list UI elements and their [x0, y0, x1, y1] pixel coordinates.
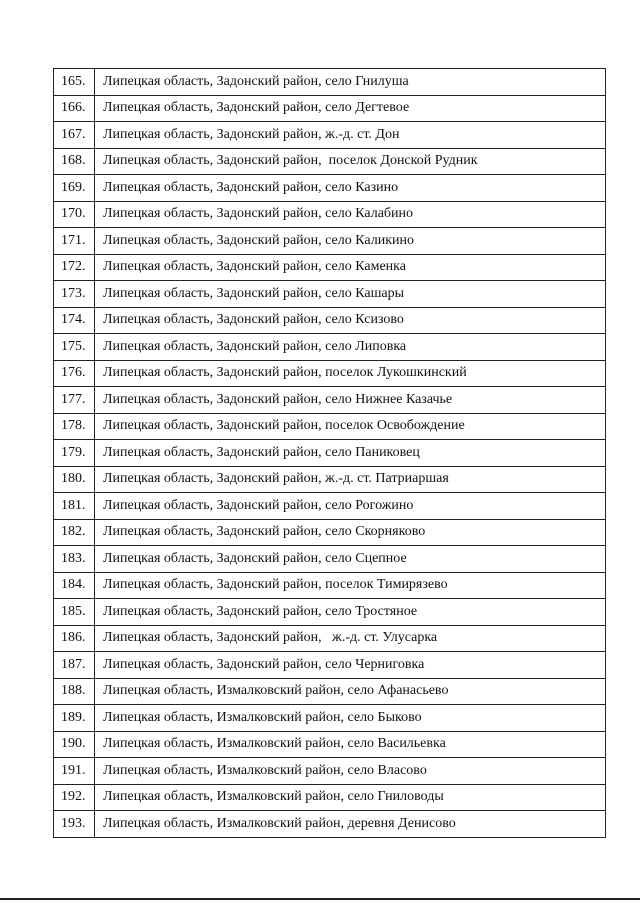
row-location: Липецкая область, Задонский район, село Нижнее Казачье	[95, 387, 606, 414]
row-number: 178.	[54, 413, 95, 440]
row-location: Липецкая область, Задонский район, село Рогожино	[95, 493, 606, 520]
row-number: 171.	[54, 228, 95, 255]
table-row	[54, 466, 606, 493]
table-row	[54, 440, 606, 467]
row-number: 193.	[54, 811, 95, 838]
table-row	[54, 307, 606, 334]
row-number: 176.	[54, 360, 95, 387]
row-location: Липецкая область, Задонский район, село Скорняково	[95, 519, 606, 546]
row-location: Липецкая область, Задонский район, село Ксизово	[95, 307, 606, 334]
table-row	[54, 122, 606, 149]
row-number: 185.	[54, 599, 95, 626]
table-row	[54, 148, 606, 175]
table-row	[54, 334, 606, 361]
row-location: Липецкая область, Задонский район, ж.-д. ст. Улусарка	[95, 625, 606, 652]
row-location: Липецкая область, Задонский район, поселок Тимирязево	[95, 572, 606, 599]
row-number: 192.	[54, 784, 95, 811]
row-location: Липецкая область, Задонский район, село Липовка	[95, 334, 606, 361]
bottom-divider	[0, 898, 640, 900]
row-number: 191.	[54, 758, 95, 785]
table-row	[54, 387, 606, 414]
row-location: Липецкая область, Задонский район, село Гнилуша	[95, 69, 606, 96]
row-number: 186.	[54, 625, 95, 652]
row-number: 175.	[54, 334, 95, 361]
table-row	[54, 519, 606, 546]
row-location: Липецкая область, Задонский район, село Казино	[95, 175, 606, 202]
table-row	[54, 360, 606, 387]
table-row	[54, 572, 606, 599]
row-number: 188.	[54, 678, 95, 705]
row-location: Липецкая область, Задонский район, ж.-д. ст. Патриаршая	[95, 466, 606, 493]
row-location: Липецкая область, Задонский район, поселок Лукошкинский	[95, 360, 606, 387]
row-location: Липецкая область, Задонский район, ж.-д. ст. Дон	[95, 122, 606, 149]
table-row	[54, 493, 606, 520]
row-location: Липецкая область, Измалковский район, село Власово	[95, 758, 606, 785]
table-row	[54, 731, 606, 758]
table-row	[54, 254, 606, 281]
row-location: Липецкая область, Задонский район, село Паниковец	[95, 440, 606, 467]
row-number: 182.	[54, 519, 95, 546]
row-number: 187.	[54, 652, 95, 679]
row-number: 168.	[54, 148, 95, 175]
row-location: Липецкая область, Задонский район, село Калабино	[95, 201, 606, 228]
row-number: 170.	[54, 201, 95, 228]
row-location: Липецкая область, Измалковский район, село Васильевка	[95, 731, 606, 758]
row-location: Липецкая область, Задонский район, село Тростяное	[95, 599, 606, 626]
table-row	[54, 705, 606, 732]
row-location: Липецкая область, Задонский район, село Дегтевое	[95, 95, 606, 122]
row-location: Липецкая область, Измалковский район, село Афанасьево	[95, 678, 606, 705]
table-row	[54, 228, 606, 255]
table-row	[54, 784, 606, 811]
table-row	[54, 95, 606, 122]
row-location: Липецкая область, Задонский район, село Кашары	[95, 281, 606, 308]
row-number: 165.	[54, 69, 95, 96]
row-location: Липецкая область, Измалковский район, село Гниловоды	[95, 784, 606, 811]
row-number: 190.	[54, 731, 95, 758]
table-row	[54, 546, 606, 573]
row-location: Липецкая область, Задонский район, село Сцепное	[95, 546, 606, 573]
row-number: 169.	[54, 175, 95, 202]
row-location: Липецкая область, Задонский район, село Каменка	[95, 254, 606, 281]
row-number: 173.	[54, 281, 95, 308]
row-number: 172.	[54, 254, 95, 281]
row-number: 166.	[54, 95, 95, 122]
table-row	[54, 758, 606, 785]
row-location: Липецкая область, Задонский район, поселок Донской Рудник	[95, 148, 606, 175]
row-number: 167.	[54, 122, 95, 149]
table-row	[54, 201, 606, 228]
row-location: Липецкая область, Задонский район, село Каликино	[95, 228, 606, 255]
row-number: 179.	[54, 440, 95, 467]
table-row	[54, 175, 606, 202]
settlements-table	[53, 68, 606, 838]
row-number: 180.	[54, 466, 95, 493]
table-row	[54, 281, 606, 308]
settlements-table-body	[54, 69, 606, 838]
table-row	[54, 811, 606, 838]
row-number: 177.	[54, 387, 95, 414]
table-row	[54, 69, 606, 96]
row-location: Липецкая область, Измалковский район, село Быково	[95, 705, 606, 732]
row-location: Липецкая область, Измалковский район, деревня Денисово	[95, 811, 606, 838]
row-number: 174.	[54, 307, 95, 334]
row-location: Липецкая область, Задонский район, село Черниговка	[95, 652, 606, 679]
table-row	[54, 625, 606, 652]
row-number: 183.	[54, 546, 95, 573]
row-number: 181.	[54, 493, 95, 520]
table-row	[54, 652, 606, 679]
table-row	[54, 413, 606, 440]
row-number: 184.	[54, 572, 95, 599]
table-row	[54, 678, 606, 705]
row-location: Липецкая область, Задонский район, поселок Освобождение	[95, 413, 606, 440]
row-number: 189.	[54, 705, 95, 732]
table-row	[54, 599, 606, 626]
